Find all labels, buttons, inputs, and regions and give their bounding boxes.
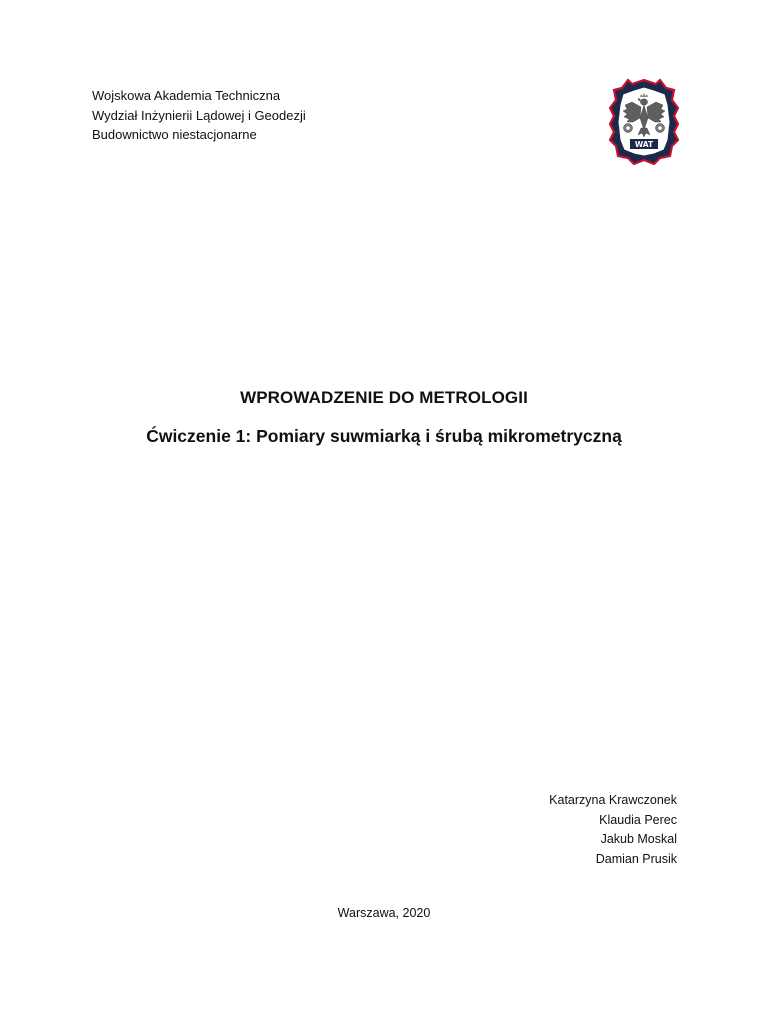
authors-list — [549, 791, 677, 869]
university-name: Wojskowa Akademia Techniczna — [92, 88, 281, 103]
document-title: WPROWADZENIE DO METROLOGII — [240, 388, 528, 407]
place-and-date: Warszawa, 2020 — [337, 906, 431, 920]
author-name: Katarzyna Krawczonek — [549, 793, 677, 807]
author-name: Klaudia Perec — [599, 812, 677, 827]
study-program: Budownictwo niestacjonarne — [92, 127, 257, 142]
wat-emblem-icon — [608, 78, 680, 166]
author-name: Damian Prusik — [595, 851, 677, 866]
institution-header — [92, 86, 306, 145]
logo-text: WAT — [634, 140, 654, 149]
author-name: Jakub Moskal — [600, 832, 677, 846]
faculty-name: Wydział Inżynierii Lądowej i Geodezji — [92, 107, 306, 123]
exercise-title: Ćwiczenie 1: Pomiary suwmiarką i śrubą mikrometryczną — [146, 426, 622, 446]
